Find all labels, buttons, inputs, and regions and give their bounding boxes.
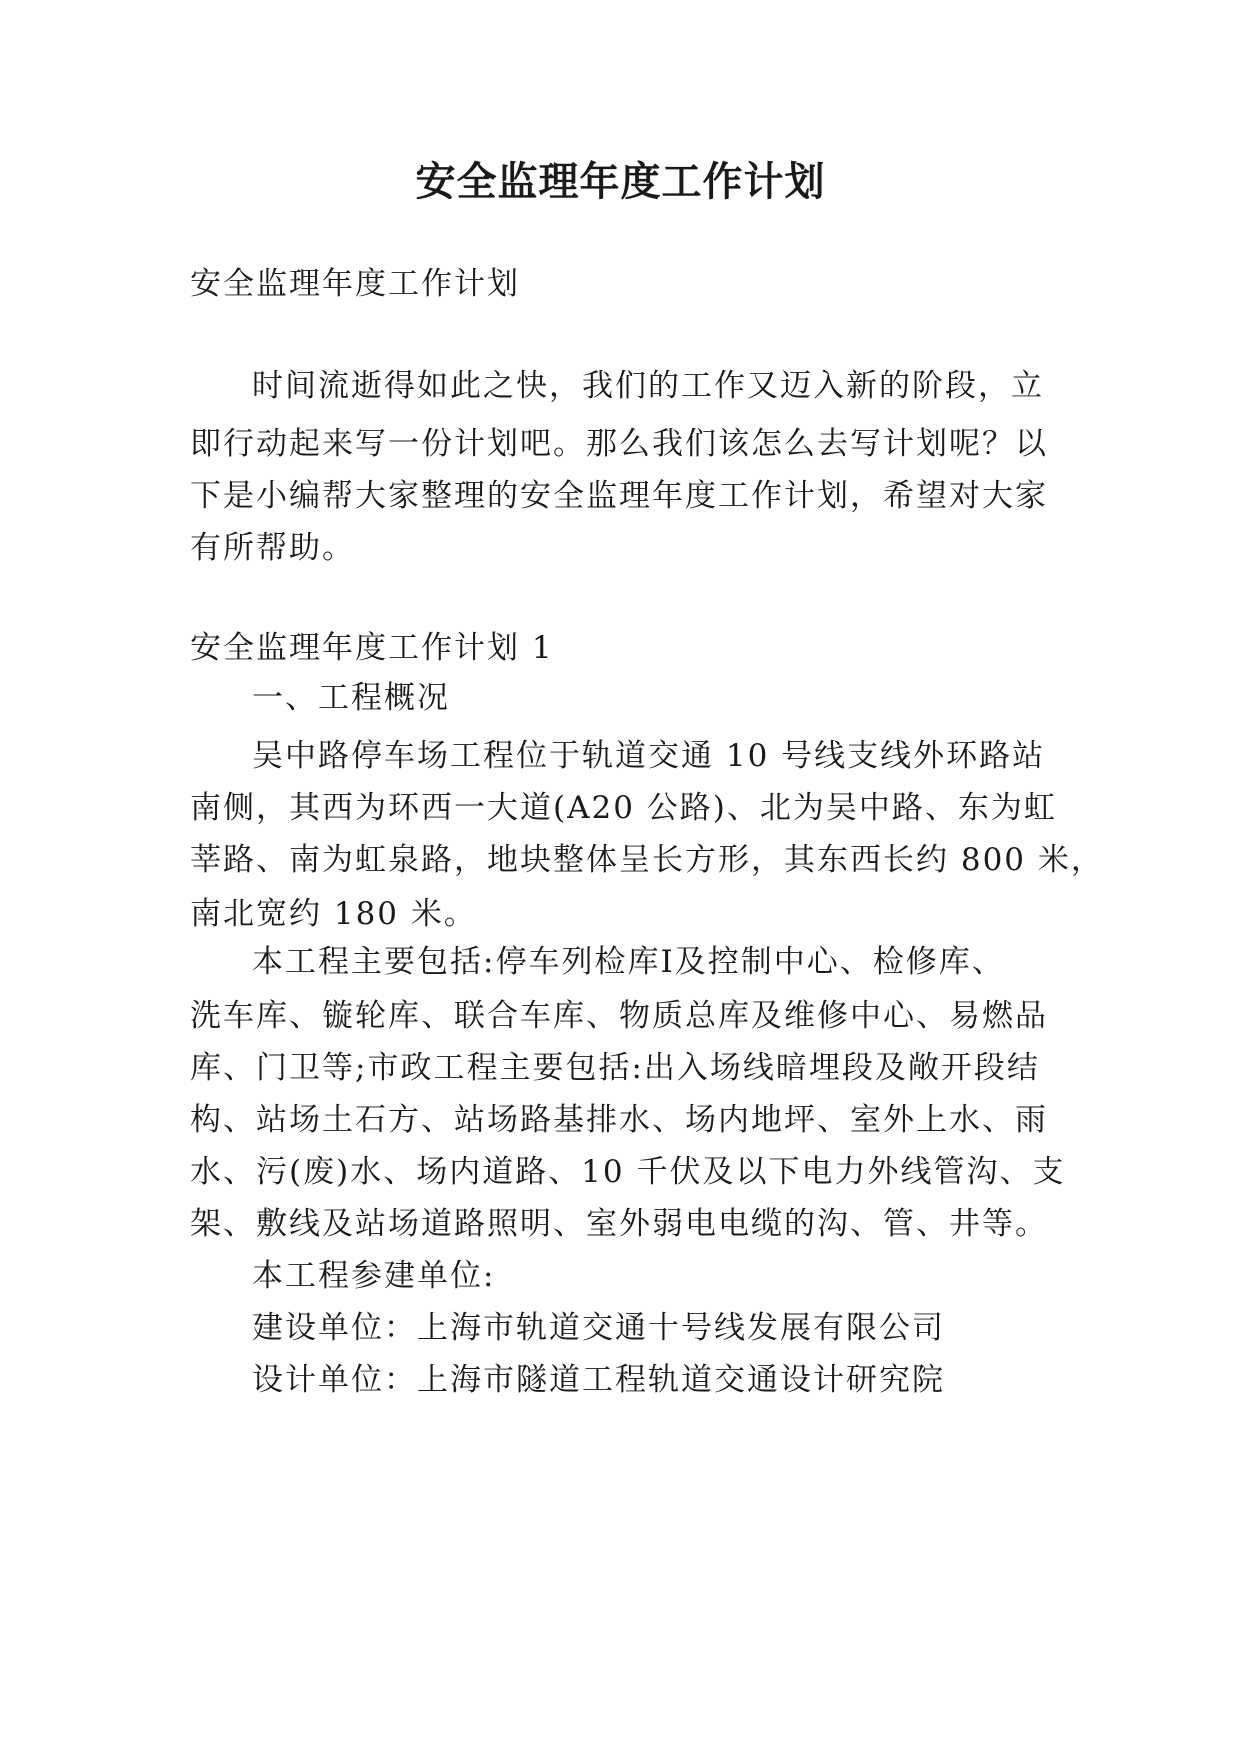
construction-unit: 建设单位：上海市轨道交通十号线发展有限公司 [252,1310,945,1346]
intro-line: 下是小编帮大家整理的安全监理年度工作计划，希望对大家 [190,478,1048,514]
document-title: 安全监理年度工作计划 [415,158,826,205]
design-unit: 设计单位：上海市隧道工程轨道交通设计研究院 [252,1362,945,1398]
participants-heading: 本工程参建单位: [252,1258,496,1294]
intro-line: 有所帮助。 [190,530,355,566]
scope-line: 本工程主要包括:停车列检库Ⅰ及控制中心、检修库、 [252,944,1005,980]
overview-line: 莘路、南为虹泉路，地块整体呈长方形，其东西长约 800 米， [190,842,1104,878]
scope-line: 架、敷线及站场道路照明、室外弱电电缆的沟、管、井等。 [190,1206,1048,1242]
intro-line: 即行动起来写一份计划吧。那么我们该怎么去写计划呢？以 [190,426,1048,462]
section-heading: 安全监理年度工作计划 1 [190,630,554,666]
overview-line: 南北宽约 180 米。 [190,896,477,932]
scope-line: 库、门卫等;市政工程主要包括:出入场线暗埋段及敞开段结 [190,1050,1040,1086]
overview-line: 南侧，其西为环西一大道(A20 公路)、北为吴中路、东为虹 [190,790,1057,826]
scope-line: 构、站场土石方、站场路基排水、场内地坪、室外上水、雨 [190,1102,1048,1138]
document-subtitle: 安全监理年度工作计划 [190,266,520,302]
overview-heading: 一、工程概况 [252,680,450,716]
intro-line: 时间流逝得如此之快，我们的工作又迈入新的阶段，立 [252,368,1044,404]
scope-line: 水、污(废)水、场内道路、10 千伏及以下电力外线管沟、支 [190,1154,1066,1190]
scope-line: 洗车库、镟轮库、联合车库、物质总库及维修中心、易燃品 [190,998,1048,1034]
overview-line: 吴中路停车场工程位于轨道交通 10 号线支线外环路站 [252,738,1046,774]
